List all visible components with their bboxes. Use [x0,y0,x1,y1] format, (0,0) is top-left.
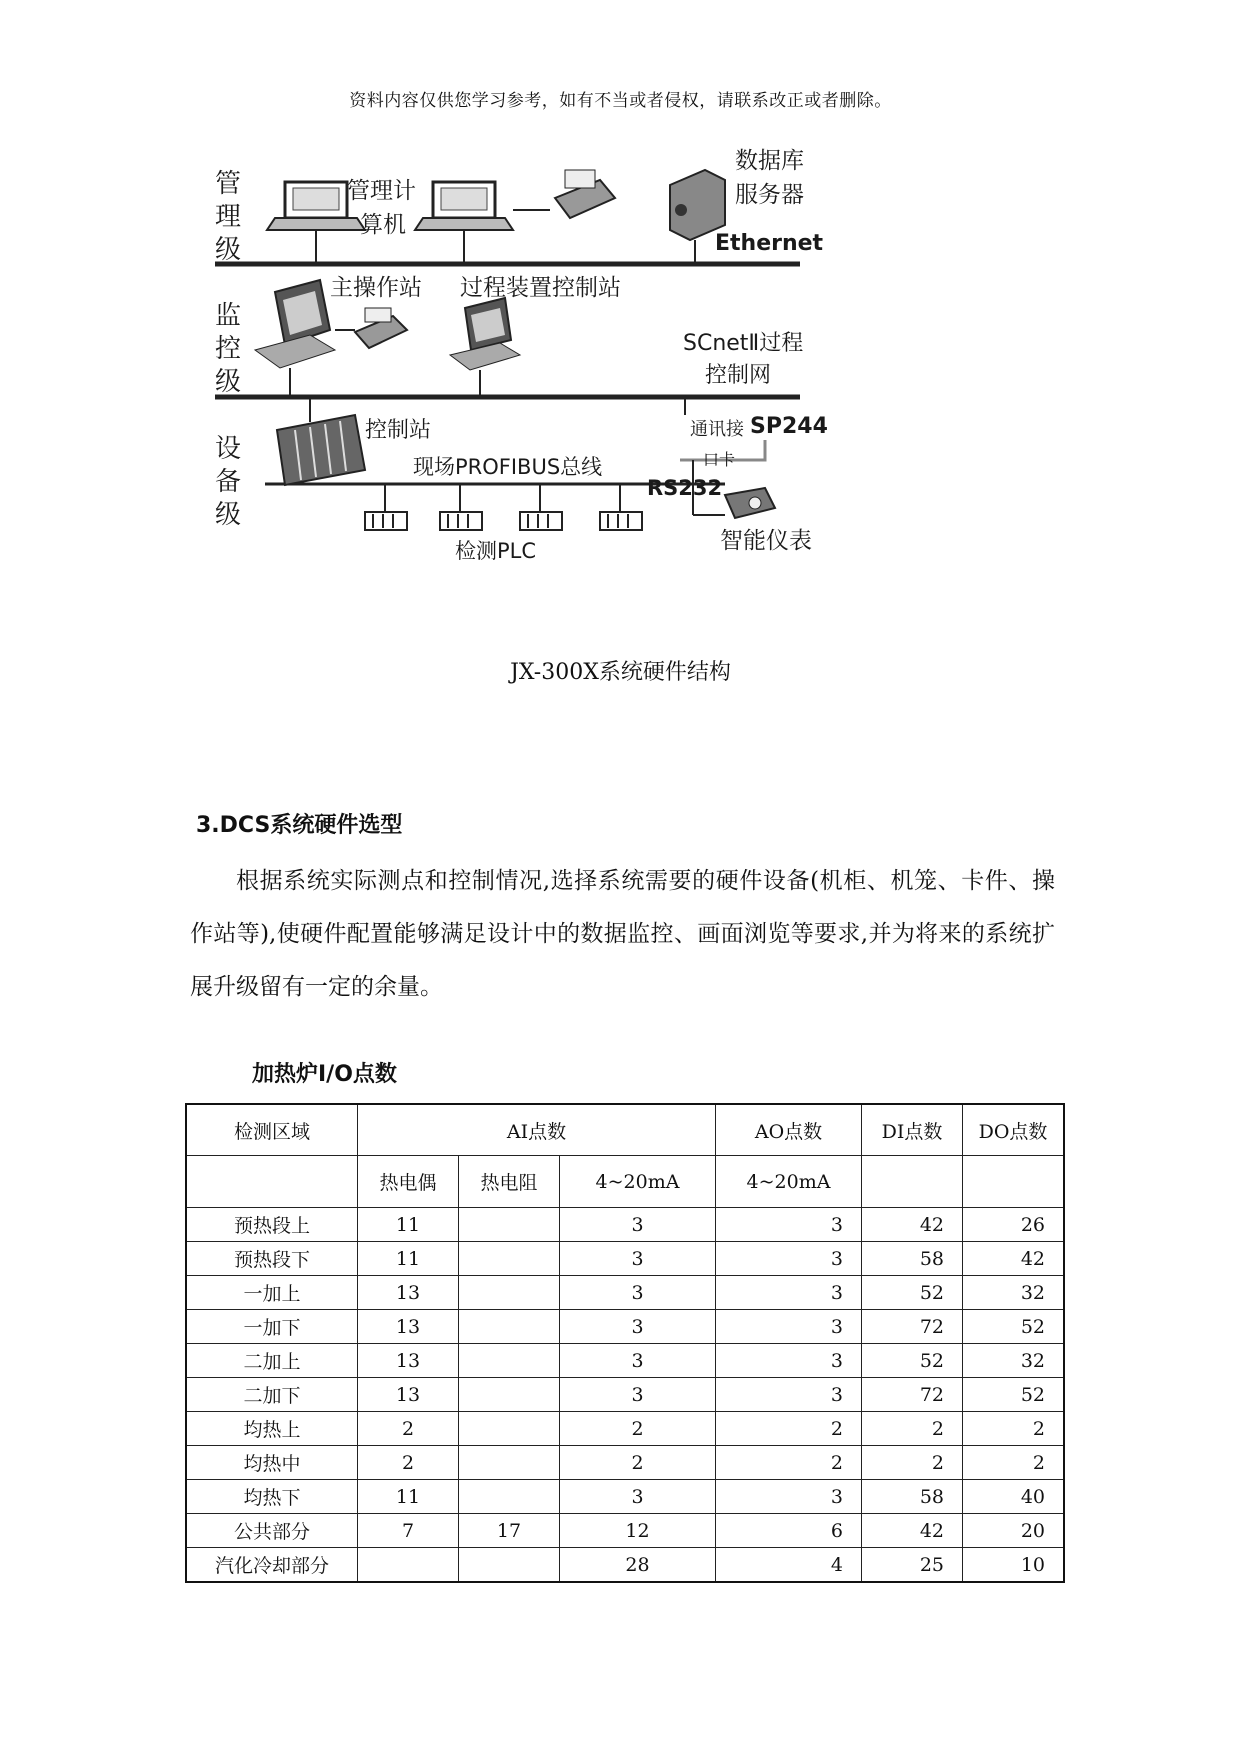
plc-module-icon [520,484,562,530]
cell-rtd [459,1208,560,1242]
cell-thermocouple: 11 [358,1208,459,1242]
subheader-empty [963,1156,1065,1208]
cell-di: 52 [862,1276,963,1310]
cell-do: 32 [963,1276,1065,1310]
ethernet-label: Ethernet [715,231,824,256]
cell-area: 均热上 [186,1412,358,1446]
cell-di: 72 [862,1310,963,1344]
process-station-label: 过程装置控制站 [460,275,621,301]
subheader-rtd: 热电阻 [459,1156,560,1208]
cell-rtd [459,1276,560,1310]
cell-ai-ma: 2 [560,1412,716,1446]
cell-ao-ma: 2 [716,1412,862,1446]
plc-group [365,484,642,530]
cell-ao-ma: 6 [716,1514,862,1548]
smart-meter-label: 智能仪表 [720,528,812,554]
cell-area: 二加上 [186,1344,358,1378]
cell-area: 均热下 [186,1480,358,1514]
subheader-empty [186,1156,358,1208]
cell-area: 一加上 [186,1276,358,1310]
cell-ai-ma: 3 [560,1208,716,1242]
cell-ao-ma: 3 [716,1242,862,1276]
cell-area: 预热段上 [186,1208,358,1242]
cell-rtd [459,1412,560,1446]
header-area: 检测区域 [186,1104,358,1156]
cell-do: 40 [963,1480,1065,1514]
table-row [186,1378,1064,1412]
subheader-empty [862,1156,963,1208]
cell-ao-ma: 3 [716,1344,862,1378]
cell-area: 均热中 [186,1446,358,1480]
level-label-device [215,434,241,530]
cell-ai-ma: 3 [560,1344,716,1378]
cell-thermocouple: 13 [358,1310,459,1344]
body-paragraph: 根据系统实际测点和控制情况,选择系统需要的硬件设备(机柜、机笼、卡件、操作站等),使硬件配置能够满足设计中的数据监控、画面浏览等要求,并为将来的系统扩展升级留有一定的余量。 [190,868,1055,1000]
cell-ao-ma: 3 [716,1480,862,1514]
cell-ao-ma: 4 [716,1548,862,1583]
cell-rtd [459,1446,560,1480]
management-computer-2 [415,182,550,264]
table-row [186,1514,1064,1548]
cell-ai-ma: 3 [560,1378,716,1412]
cell-ao-ma: 3 [716,1310,862,1344]
table-row [186,1412,1064,1446]
cell-area: 汽化冷却部分 [186,1548,358,1583]
cell-di: 2 [862,1412,963,1446]
header-note: 资料内容仅供您学习参考，如有不当或者侵权，请联系改正或者删除。 [349,91,892,111]
cell-di: 42 [862,1208,963,1242]
cell-area: 二加下 [186,1378,358,1412]
header-di: DI点数 [862,1104,963,1156]
cell-di: 72 [862,1378,963,1412]
header-do: DO点数 [963,1104,1065,1156]
cell-ai-ma: 28 [560,1548,716,1583]
table-subheader-row [186,1156,1064,1208]
cell-di: 58 [862,1480,963,1514]
table-row [186,1276,1064,1310]
plc-label: 检测PLC [455,539,537,563]
cell-do: 42 [963,1242,1065,1276]
cell-thermocouple: 11 [358,1480,459,1514]
cell-thermocouple [358,1548,459,1583]
cell-do: 2 [963,1446,1065,1480]
cell-rtd [459,1480,560,1514]
port-card-label: 口卡 [703,450,736,469]
table-row [186,1242,1064,1276]
cell-do: 2 [963,1412,1065,1446]
mgmt-computer-label-1: 管理计 [347,178,416,204]
printer-icon [555,170,615,218]
table-title: 加热炉I/O点数 [252,1062,397,1087]
cell-ai-ma: 3 [560,1310,716,1344]
comm-card-label: 通讯接 [690,419,744,440]
cell-di: 2 [862,1446,963,1480]
cell-thermocouple: 2 [358,1412,459,1446]
table-row [186,1344,1064,1378]
table-row [186,1446,1064,1480]
cell-do: 20 [963,1514,1065,1548]
level-label-text: 设备级 [215,434,242,530]
table-row [186,1480,1064,1514]
table-row [186,1310,1064,1344]
cell-do: 52 [963,1378,1065,1412]
cell-rtd [459,1242,560,1276]
scnet-label-1: SCnetⅡ过程 [683,331,804,356]
cell-ao-ma: 3 [716,1276,862,1310]
level-label-text: 监控级 [215,301,242,397]
cell-area: 预热段下 [186,1242,358,1276]
cell-do: 10 [963,1548,1065,1583]
cell-rtd: 17 [459,1514,560,1548]
cell-rtd [459,1548,560,1583]
subheader-thermocouple: 热电偶 [358,1156,459,1208]
cell-ao-ma: 3 [716,1378,862,1412]
cell-ao-ma: 3 [716,1208,862,1242]
control-station-label: 控制站 [365,418,432,443]
cell-area: 公共部分 [186,1514,358,1548]
cell-di: 58 [862,1242,963,1276]
cell-thermocouple: 13 [358,1276,459,1310]
cell-do: 52 [963,1310,1065,1344]
cell-thermocouple: 13 [358,1378,459,1412]
mgmt-computer-label-2: 算机 [360,212,406,238]
plc-module-icon [365,484,407,530]
cell-rtd [459,1344,560,1378]
level-label-text: 管理级 [215,169,242,265]
header-ao: AO点数 [716,1104,862,1156]
subheader-ao-ma: 4~20mA [716,1156,862,1208]
cell-do: 32 [963,1344,1065,1378]
level-label-monitoring [215,301,241,397]
scnet-label-2: 控制网 [705,363,772,388]
cell-di: 52 [862,1344,963,1378]
cell-thermocouple: 7 [358,1514,459,1548]
cell-ai-ma: 3 [560,1242,716,1276]
table-row [186,1548,1064,1583]
subheader-ai-ma: 4~20mA [560,1156,716,1208]
cell-thermocouple: 2 [358,1446,459,1480]
rs232-label: RS232 [647,476,723,500]
printer-icon [355,308,407,348]
header-ai: AI点数 [358,1104,716,1156]
cell-ai-ma: 3 [560,1480,716,1514]
sp244-label: SP244 [750,414,828,439]
cell-rtd [459,1310,560,1344]
main-station-label: 主操作站 [330,275,422,301]
level-label-management [215,169,241,265]
process-control-station-icon [450,298,520,397]
cell-thermocouple: 11 [358,1242,459,1276]
table-row [186,1208,1064,1242]
cell-ao-ma: 2 [716,1446,862,1480]
cell-area: 一加下 [186,1310,358,1344]
hardware-structure-diagram [215,140,935,640]
table-header-row [186,1104,1064,1156]
profibus-label: 现场PROFIBUS总线 [413,455,603,479]
figure-caption: JX-300X系统硬件结构 [510,660,731,685]
plc-module-icon [600,484,642,530]
section-title: 3.DCS系统硬件选型 [196,813,403,838]
cell-ai-ma: 12 [560,1514,716,1548]
cell-thermocouple: 13 [358,1344,459,1378]
database-server-label-1: 数据库 [735,148,804,174]
cell-di: 42 [862,1514,963,1548]
cell-rtd [459,1378,560,1412]
cell-do: 26 [963,1208,1065,1242]
cell-ai-ma: 2 [560,1446,716,1480]
database-server-label-2: 服务器 [735,182,804,208]
io-points-table [185,1103,1065,1583]
plc-module-icon [440,484,482,530]
cell-ai-ma: 3 [560,1276,716,1310]
control-station-cabinet-icon [277,397,365,485]
cell-di: 25 [862,1548,963,1583]
